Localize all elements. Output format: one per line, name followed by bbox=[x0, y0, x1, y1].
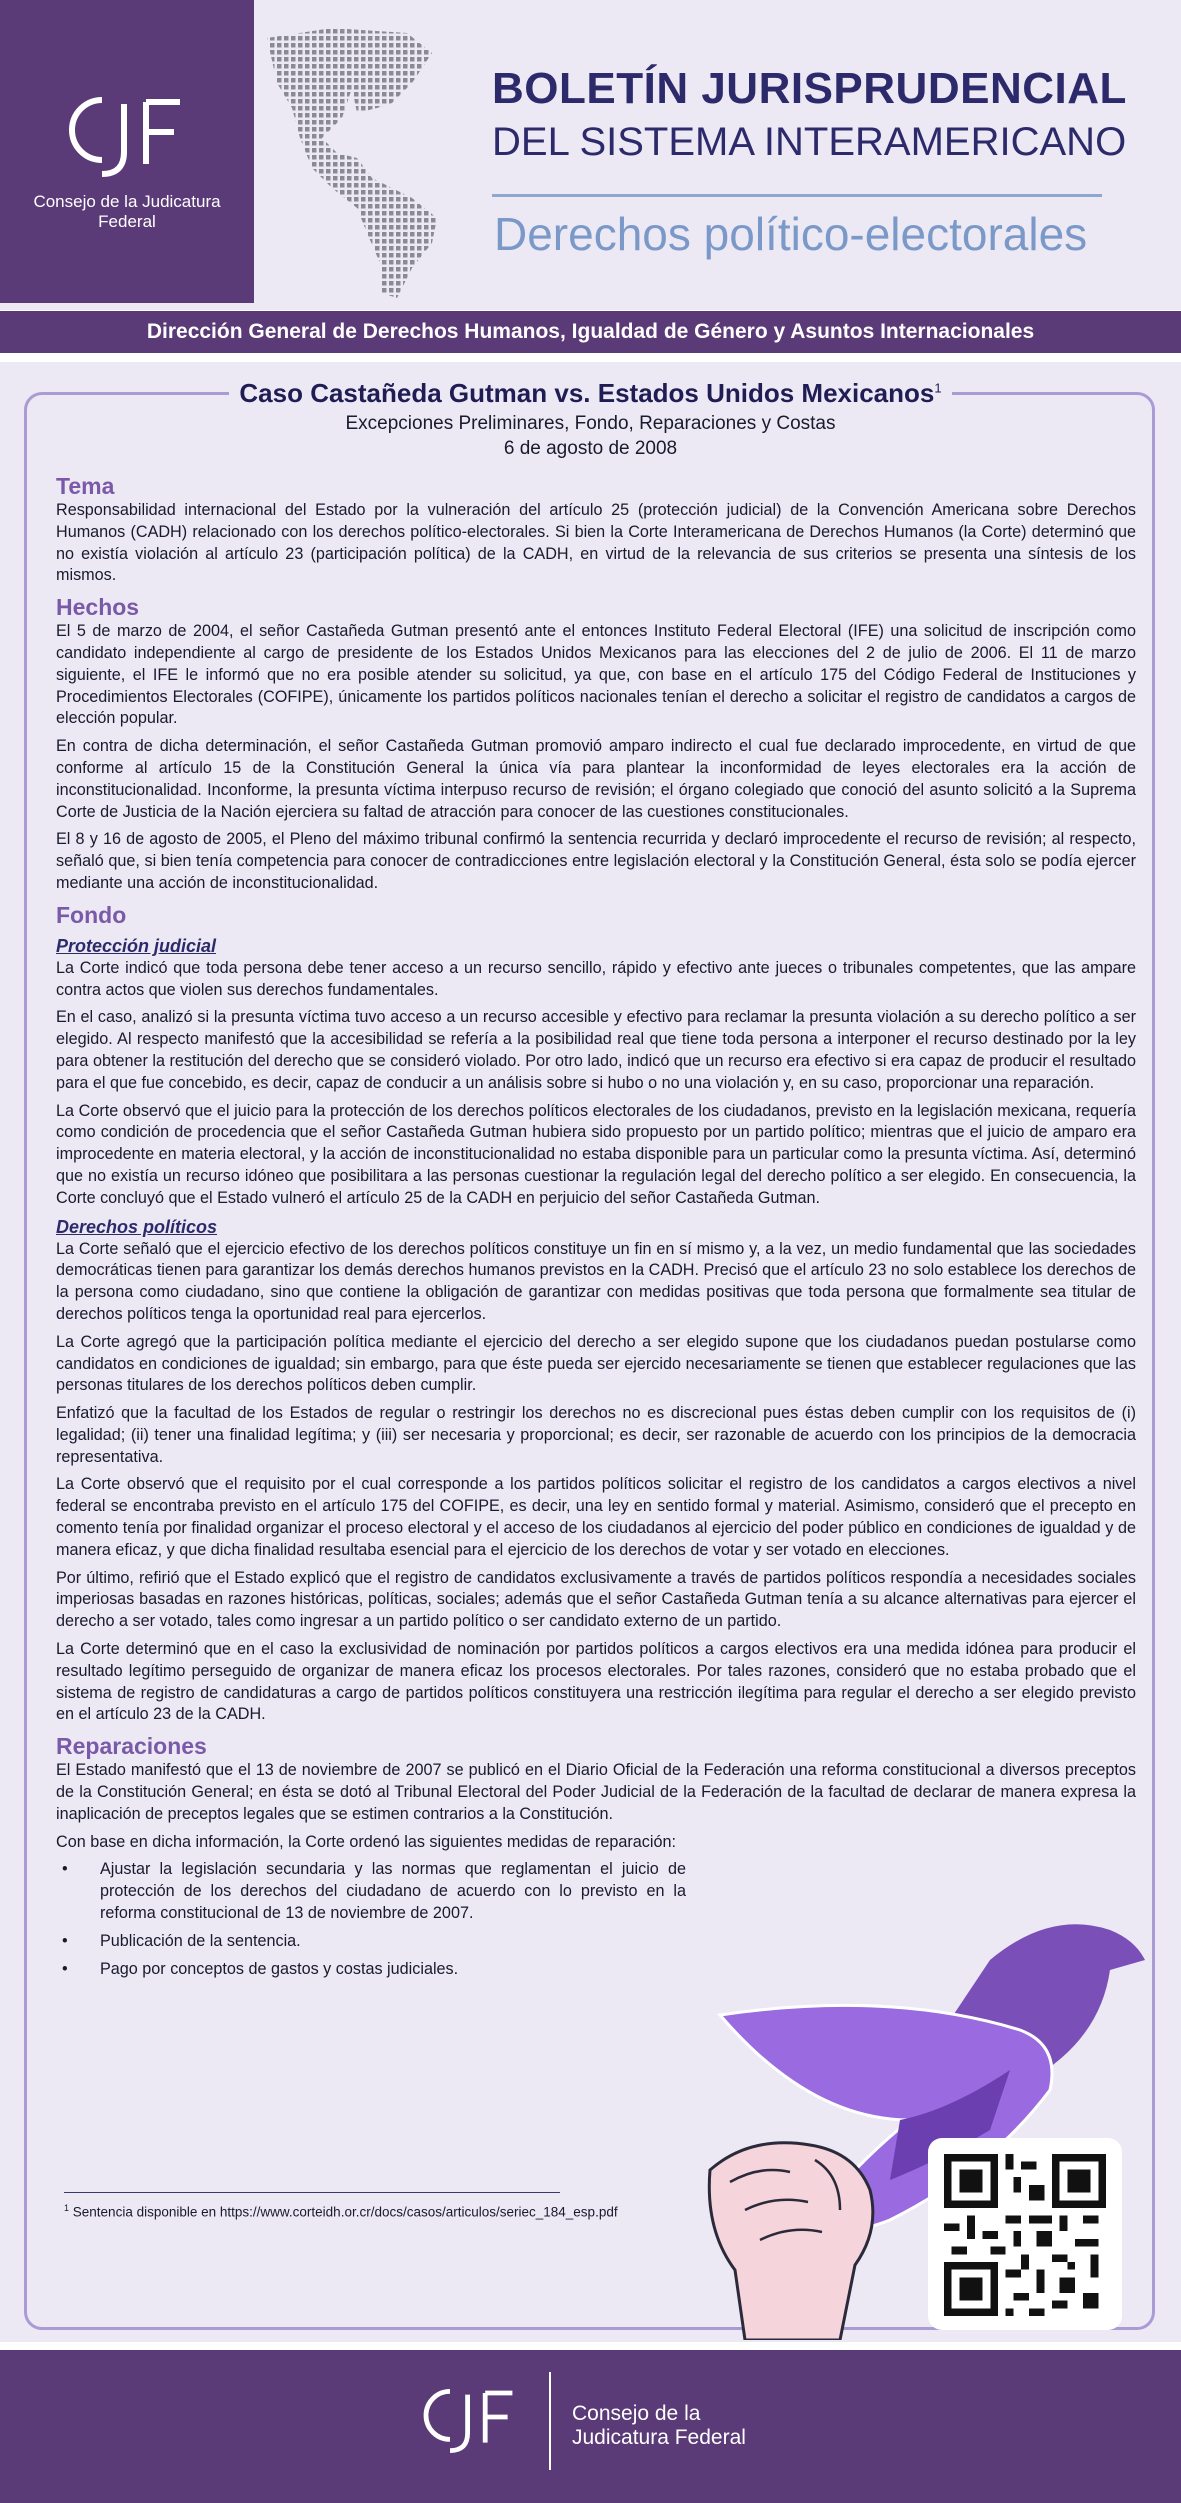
raised-fist-graphic bbox=[709, 2143, 873, 2340]
americas-map-graphic bbox=[262, 28, 502, 298]
reparaciones-paragraph: Con base en dicha información, la Corte ordenó las siguientes medidas de reparación: bbox=[56, 1832, 676, 1851]
list-item: • Ajustar la legislación secundaria y las normas que reglamentan el juicio de protección de los derechos del ciudadano de acuerdo con lo previsto en la reforma constitucional de 13 de noviembre de 2007. bbox=[56, 1859, 686, 1924]
proteccion-paragraph: La Corte observó que el juicio para la protección de los derechos políticos electorales de los ciudadanos, previsto en la legislación mexicana, requería como condición de procedencia que el señor Castañeda Gutman hubiera sido propuesto por un partido político; mientras que el juicio de amparo era improcedente en materia electoral, y la acción de inconstitucionalidad no estaba disponible para un particular como la presunta víctima. Así, determinó que no existía un recurso idóneo que posibilitara a las personas cuestionar la regulación legal del derecho político a ser elegido. En consecuencia, la Corte concluyó que el Estado vulneró el artículo 25 de la CADH en perjuicio del señor Castañeda Gutman. bbox=[56, 1101, 1136, 1207]
bulletin-topic: Derechos político-electorales bbox=[494, 208, 1088, 260]
footnote-divider bbox=[64, 2192, 560, 2193]
directorate-banner: Dirección General de Derechos Humanos, Igualdad de Género y Asuntos Internacionales bbox=[0, 311, 1181, 353]
case-date: 6 de agosto de 2008 bbox=[503, 438, 678, 459]
derechos-paragraph: Enfatizó que la facultad de los Estados de regular o restringir los derechos no es discrecional pues éstas deben cumplir con los requisitos de (i) legalidad; (ii) tener una finalidad legítima; y (iii) ser necesaria y proporcional; es decir, ser razonable de acuerdo con los principios de la democracia representativa. bbox=[56, 1404, 1136, 1466]
list-item: • Pago por conceptos de gastos y costas judiciales. bbox=[56, 1959, 686, 1981]
list-item: • Publicación de la sentencia. bbox=[56, 1931, 686, 1953]
footnote bbox=[64, 2203, 618, 2220]
footer-divider bbox=[549, 2372, 551, 2470]
reparation-measures-list bbox=[56, 1859, 686, 1980]
cjf-logo-icon bbox=[418, 2376, 530, 2458]
bulletin-subtitle: DEL SISTEMA INTERAMERICANO bbox=[492, 120, 1127, 164]
derechos-paragraph: La Corte observó que el requisito por el cual corresponde a los partidos políticos solicitar el registro de los candidatos a cargos electivos a nivel federal se encontraba previsto en el artículo 175 del COFIPE, es decir, una ley en sentido formal y material. Asimismo, consideró que el precepto en comento tenía por finalidad organizar el proceso electoral y el acceso de los ciudadanos al ejercicio del poder público en condiciones de igualdad y de manera eficaz, y que dicha finalidad resultaba esencial para el ejercicio de los derechos de votar y ser votado en elecciones. bbox=[56, 1475, 1136, 1559]
section-heading-hechos: Hechos bbox=[56, 594, 140, 621]
subheading-proteccion-judicial: Protección judicial bbox=[56, 935, 217, 956]
footnote-mark: 1 bbox=[64, 2203, 70, 2213]
case-subtitle-block bbox=[0, 411, 1181, 461]
section-heading-reparaciones: Reparaciones bbox=[56, 1733, 207, 1760]
hechos-paragraph: El 8 y 16 de agosto de 2005, el Pleno del máximo tribunal confirmó la sentencia recurrida y declaró improcedente el recurso de revisión; al respecto, señaló que, si bien tenía competencia para conocer de contradicciones entre legislación electoral y la Constitución General, ésta solo se podía ejercer mediante una acción de inconstitucionalidad. bbox=[56, 830, 1136, 892]
footer-line: Consejo de la bbox=[572, 2402, 701, 2425]
cjf-logo-icon bbox=[62, 82, 202, 182]
case-title-text: Caso Castañeda Gutman vs. Estados Unidos Mexicanos bbox=[239, 378, 935, 408]
case-subtitle: Excepciones Preliminares, Fondo, Reparaciones y Costas bbox=[345, 413, 836, 434]
cjf-logo-panel bbox=[0, 0, 254, 303]
proteccion-paragraph: En el caso, analizó si la presunta víctima tuvo acceso a un recurso accesible y efectivo para reclamar la presunta violación a su derecho político a ser elegido. Al respecto manifestó que la accesibilidad se refería a la posibilidad real que tiene toda persona a interponer el recurso destinado por la ley para obtener la restitución del derecho que se consideró violado. Por otro lado, indicó que un recurso era efectivo si era capaz de producir el resultado para el que fue concebido, es decir, capaz de conducir a un análisis sobre si hubo o no una violación y, en su caso, proporcionar una reparación. bbox=[56, 1008, 1136, 1092]
footer-line: Judicatura Federal bbox=[572, 2426, 746, 2449]
section-heading-tema: Tema bbox=[56, 473, 115, 499]
case-footnote-mark: 1 bbox=[934, 380, 942, 396]
proteccion-paragraph: La Corte indicó que toda persona debe tener acceso a un recurso sencillo, rápido y efectivo ante jueces o tribunales competentes, que las ampare contra actos que violen sus derechos fundamentales. bbox=[56, 958, 1136, 999]
subheading-derechos-politicos: Derechos políticos bbox=[56, 1216, 218, 1237]
case-content bbox=[56, 470, 1136, 1986]
bulletin-header bbox=[0, 0, 1181, 310]
derechos-paragraph: La Corte agregó que la participación política mediante el ejercicio del derecho a ser elegido supone que los ciudadanos puedan postularse como candidatos en condiciones de igualdad; sin embargo, para que éste pueda ser ejercido necesariamente se tienen que establecer regulaciones que las personas titulares de los derechos políticos deben cumplir. bbox=[56, 1332, 1136, 1395]
derechos-paragraph: La Corte determinó que en el caso la exclusividad de nominación por partidos políticos a cargos electivos era una medida idónea para producir el resultado legítimo perseguido de organizar de manera eficaz los procesos electorales. Por tales razones, consideró que no estaba probado que el sistema de registro de candidaturas a cargo de partidos políticos constituyera una restricción ilegítima para regular el derecho a ser elegido previsto en el artículo 23 de la CADH. bbox=[56, 1640, 1136, 1724]
tema-paragraph: Responsabilidad internacional del Estado por la vulneración del artículo 25 (protección judicial) de la Convención Americana sobre Derechos Humanos (CADH) relacionado con los derechos político-electorales. Si bien la Corte Interamericana de Derechos Humanos (la Corte) determinó que no existía violación al artículo 23 (participación política) de la CADH, en virtud de la relevancia de sus criterios se presenta una síntesis de los mismos. bbox=[56, 501, 1136, 585]
derechos-paragraph: La Corte señaló que el ejercicio efectivo de los derechos políticos constituye un fin en sí mismo y, a la vez, un medio fundamental que las sociedades democráticas tienen para garantizar los demás derechos humanos previstos en la CADH. Precisó que el artículo 23 no solo establece los derechos de la persona como ciudadano, sino que contiene la obligación de garantizar con medidas positivas que toda persona que formalmente sea titular de derechos políticos tenga la oportunidad real para ejercerlos. bbox=[56, 1239, 1136, 1323]
reparaciones-paragraph: El Estado manifestó que el 13 de noviembre de 2007 se publicó en el Diario Oficial de la Federación una reforma constitucional a diversos preceptos de la Constitución General; en ésta se dotó al Tribunal Electoral del Poder Judicial de la Federación de la facultad de declarar de manera expresa la inaplicación de preceptos legales que se estimen contrarios a la Constitución. bbox=[56, 1761, 1136, 1823]
derechos-paragraph: Por último, refirió que el Estado explicó que el registro de candidatos exclusivamente a través de partidos políticos respondía a necesidades sociales imperiosas basadas en razones históricas, políticas, sociales; además que el señor Castañeda Gutman tenía a su alcance alternativas para ejercer el derecho a ser votado, tales como ingresar a un partido político o ser candidato externo de un partido. bbox=[56, 1568, 1136, 1631]
logo-caption: Consejo de la Judicatura Federal bbox=[33, 192, 221, 231]
hechos-paragraph: El 5 de marzo de 2004, el señor Castañeda Gutman presentó ante el entonces Instituto Federal Electoral (IFE) una solicitud de inscripción como candidato independiente al cargo de presidente de los Estados Unidos Mexicanos para las elecciones del 2 de julio de 2006. El 11 de marzo siguiente, el IFE le informó que no era posible atender su solicitud, ya que, con base en el artículo 175 del Código Federal de Instituciones y Procedimientos Electorales (COFIPE), únicamente los partidos políticos nacionales tenían el derecho a solicitar el registro de candidatos a cargos de elección popular. bbox=[56, 622, 1136, 728]
section-heading-fondo: Fondo bbox=[56, 901, 127, 928]
title-divider bbox=[492, 194, 1102, 197]
footer-institution bbox=[572, 2402, 746, 2450]
footnote-text[interactable]: Sentencia disponible en https://www.corteidh.or.cr/docs/casos/articulos/seriec_184_esp.pdf bbox=[72, 2204, 618, 2220]
bulletin-title: BOLETÍN JURISPRUDENCIAL bbox=[492, 64, 1127, 113]
qr-code-icon[interactable] bbox=[944, 2154, 1106, 2316]
hechos-paragraph: En contra de dicha determinación, el señor Castañeda Gutman promovió amparo indirecto el cual fue declarado improcedente, en virtud de que conforme al artículo 15 de la Constitución General la única vía para plantear la inconformidad de leyes electorales era la acción de inconstitucionalidad. Inconforme, la presunta víctima interpuso recurso de revisión; el órgano colegiado que conoció del asunto solicitó a la Suprema Corte de Justicia de la Nación ejerciera su faltad de atracción para conocer de las cuestiones constitucionales. bbox=[56, 737, 1136, 821]
case-title bbox=[0, 378, 1181, 409]
